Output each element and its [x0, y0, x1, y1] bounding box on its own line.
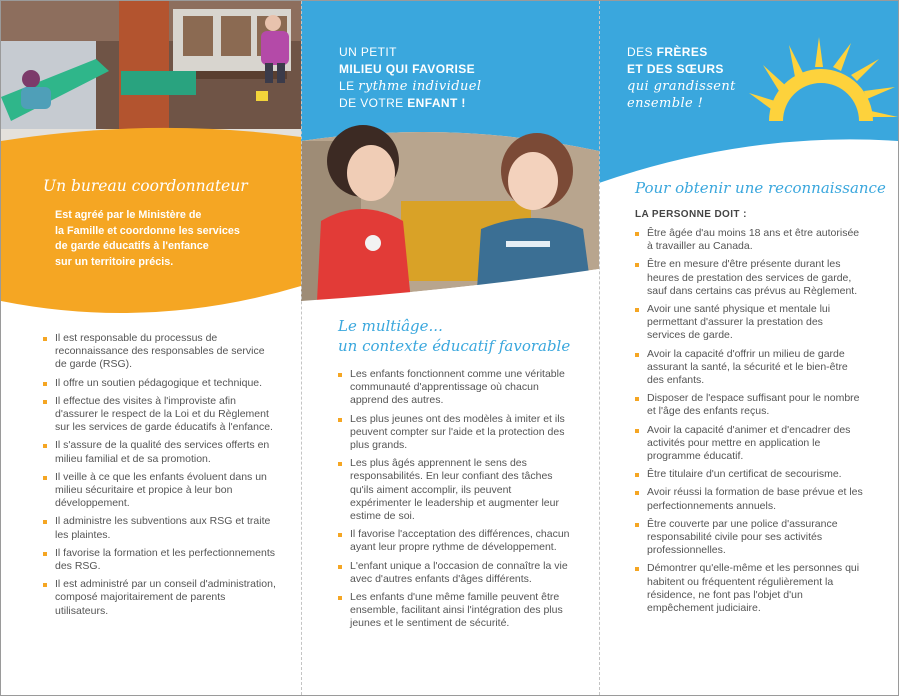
headline-script: rythme individuel: [358, 79, 482, 94]
list-item: Les enfants fonctionnent comme une véritable communauté d'apprentissage où chacun apprend des autres.: [338, 368, 570, 408]
headline-line: UN PETIT: [339, 45, 397, 59]
panel-reconnaissance: [599, 1, 898, 695]
panel3-bullet-list: [635, 227, 863, 620]
fold-line: [301, 1, 302, 695]
panel2-title-line: Le multiâge...: [338, 317, 443, 335]
list-item: Il offre un soutien pédagogique et technique.: [43, 377, 277, 390]
list-item: Il est responsable du processus de reconnaissance des responsables de service de garde (RSG).: [43, 332, 277, 372]
panel1-intro: [55, 208, 285, 270]
headline-line: [627, 44, 787, 61]
list-item: Il administre les subventions aux RSG et traite les plaintes.: [43, 515, 277, 541]
list-item: Il favorise la formation et les perfectionnements des RSG.: [43, 547, 277, 573]
headline-line: [339, 95, 569, 112]
headline-script: ensemble !: [627, 96, 704, 111]
headline-prefix: DES: [627, 45, 653, 59]
headline-line: [339, 78, 569, 95]
list-item: Être en mesure d'être présente durant les heures de prestation des services de garde, sauf dans certains cas prévus au Règlement.: [635, 258, 863, 298]
list-item: Être titulaire d'un certificat de secourisme.: [635, 468, 863, 481]
panel1-title: Un bureau coordonnateur: [43, 177, 248, 195]
panel1-intro-line: sur un territoire précis.: [55, 255, 174, 268]
list-item: Il veille à ce que les enfants évoluent dans un milieu sécuritaire et propice à leur bon développement.: [43, 471, 277, 511]
list-item: Disposer de l'espace suffisant pour le nombre et l'âge des enfants reçus.: [635, 392, 863, 418]
headline-line: ET DES SŒURS: [627, 62, 724, 76]
headline-bold: FRÈRES: [656, 45, 708, 59]
headline-line: MILIEU QUI FAVORISE: [339, 62, 476, 76]
panel2-title: [338, 316, 570, 356]
panel2-title-line: un contexte éducatif favorable: [338, 337, 571, 355]
panel-multiage: [301, 1, 599, 695]
panel1-bullet-list: [43, 332, 277, 623]
panel2-headline: [339, 44, 569, 112]
panel1-intro-line: la Famille et coordonne les services: [55, 224, 240, 237]
list-item: Il est administré par un conseil d'administration, composé majoritairement de parents utilisateurs.: [43, 578, 277, 618]
panel1-intro-line: Est agréé par le Ministère de: [55, 209, 202, 221]
list-item: Il s'assure de la qualité des services offerts en milieu familial et de sa promotion.: [43, 439, 277, 465]
headline-prefix: LE: [339, 79, 355, 93]
list-item: Avoir la capacité d'animer et d'encadrer des activités pour mettre en application le programme éducatif.: [635, 424, 863, 464]
panel3-title: Pour obtenir une reconnaissance: [635, 179, 886, 197]
panel3-headline: [627, 44, 787, 112]
list-item: Il favorise l'acceptation des différences, chacun ayant leur propre rythme de développement.: [338, 528, 570, 554]
panel-bureau-coordonnateur: [1, 1, 301, 695]
list-item: Démontrer qu'elle-même et les personnes qui habitent ou fréquentent régulièrement la résidence, ne font pas l'objet d'un empêchement judiciaire.: [635, 562, 863, 615]
list-item: Être âgée d'au moins 18 ans et être autorisée à travailler au Canada.: [635, 227, 863, 253]
list-item: Avoir une santé physique et mentale lui permettant d'assurer la prestation des services de garde.: [635, 303, 863, 343]
list-item: Il effectue des visites à l'improviste afin d'assurer le respect de la Loi et du Règlement sur les services de garde éducatifs à l'enfance.: [43, 395, 277, 435]
panel2-bullet-list: [338, 368, 570, 636]
list-item: Les plus jeunes ont des modèles à imiter et ils peuvent compter sur l'aide et la protection des plus grands.: [338, 413, 570, 453]
panel1-intro-line: de garde éducatifs à l'enfance: [55, 240, 209, 253]
fold-line: [599, 1, 600, 695]
headline-bold: ENFANT !: [407, 96, 466, 110]
list-item: Les plus âgés apprennent le sens des responsabilités. En leur confiant des tâches qu'ils aiment accomplir, ils peuvent expérimenter le leadership et augmenter leur estime de soi.: [338, 457, 570, 523]
headline-prefix: DE VOTRE: [339, 96, 404, 110]
list-item: Avoir réussi la formation de base prévue et les perfectionnements annuels.: [635, 486, 863, 512]
list-item: Être couverte par une police d'assurance responsabilité civile pour ses activités professionnelles.: [635, 518, 863, 558]
list-item: Les enfants d'une même famille peuvent être ensemble, facilitant ainsi l'intégration des plus jeunes et le sentiment de sécurité.: [338, 591, 570, 631]
headline-script: qui grandissent: [627, 79, 736, 94]
list-item: L'enfant unique a l'occasion de connaître la vie avec d'autres enfants d'âges différents.: [338, 560, 570, 586]
list-item: Avoir la capacité d'offrir un milieu de garde assurant la santé, la sécurité et le bien-être des enfants.: [635, 348, 863, 388]
panel3-subtitle: LA PERSONNE DOIT :: [635, 209, 747, 220]
